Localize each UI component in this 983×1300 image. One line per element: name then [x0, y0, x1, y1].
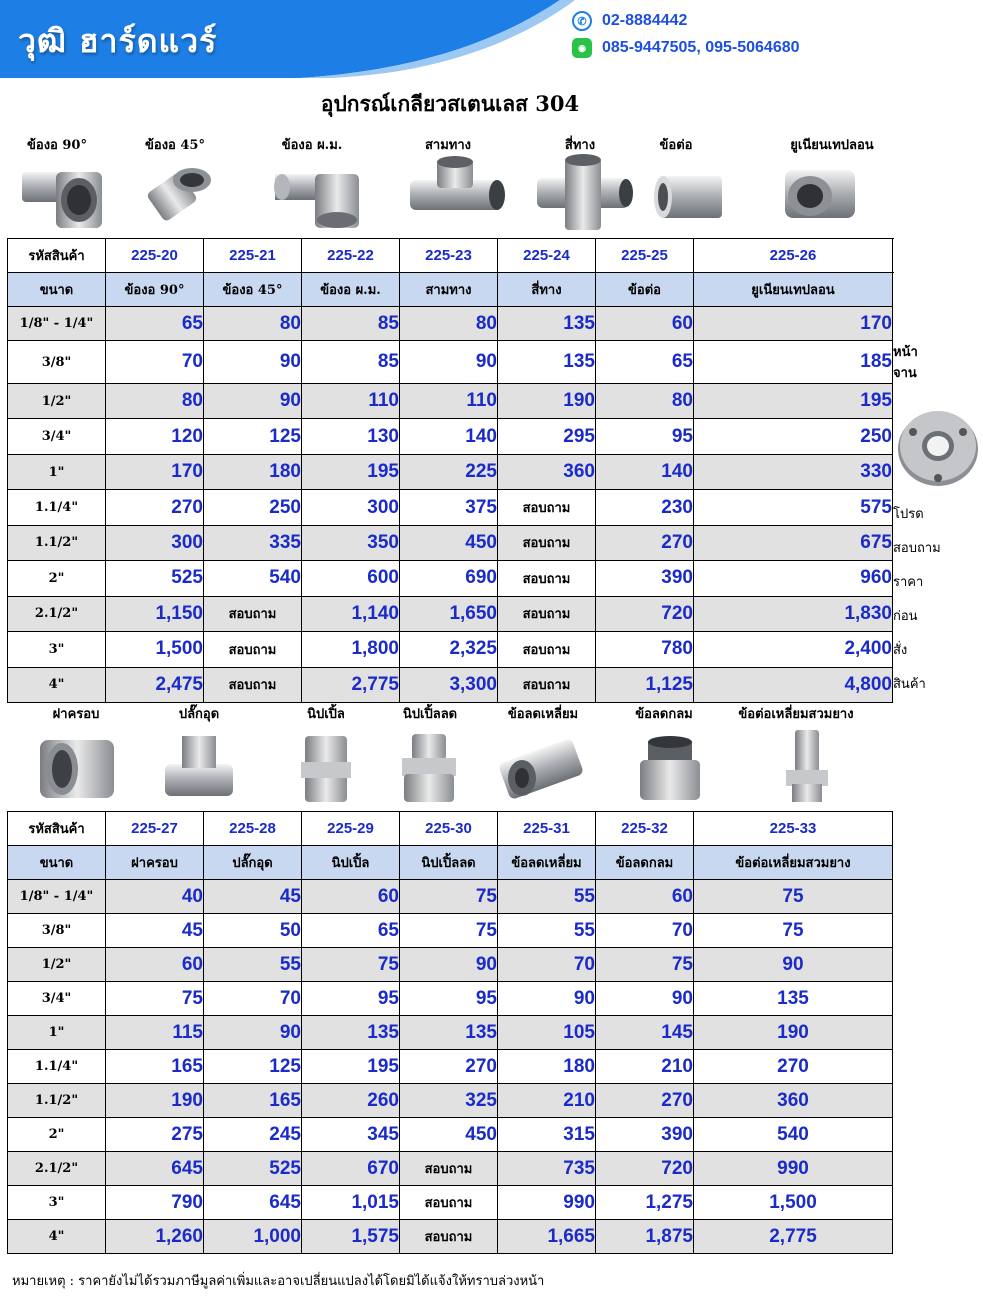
- price-cell: 60: [302, 880, 400, 914]
- footnote: หมายเหตุ : ราคายังไม่ได้รวมภาษีมูลค่าเพิ่มและอาจเปลี่ยนแปลงได้โดยมิได้แจ้งให้ทราบล่วงหน้า: [12, 1274, 545, 1289]
- price-cell: 70: [106, 341, 204, 384]
- size-cell: 1.1/4": [8, 1050, 106, 1084]
- price-cell: 135: [694, 982, 893, 1016]
- price-cell: 275: [106, 1118, 204, 1152]
- product-label: ยูเนียนเทปลอน: [790, 138, 874, 153]
- size-cell: 3/4": [8, 982, 106, 1016]
- reducing-coupling-image: [640, 736, 700, 800]
- price-cell: สอบถาม: [498, 561, 596, 596]
- price-cell: 2,775: [694, 1220, 893, 1254]
- table-row: [8, 596, 893, 631]
- coupling-image: [654, 176, 722, 218]
- price-cell: 210: [596, 1050, 694, 1084]
- price-cell: สอบถาม: [400, 1220, 498, 1254]
- price-cell: 45: [204, 880, 302, 914]
- product-code: 225-25: [596, 239, 694, 273]
- table-row: [8, 880, 893, 914]
- table-row: [8, 525, 893, 560]
- price-cell: 270: [596, 1084, 694, 1118]
- price-cell: 1,015: [302, 1186, 400, 1220]
- price-cell: 110: [400, 384, 498, 419]
- size-cell: 2": [8, 561, 106, 596]
- price-cell: 450: [400, 525, 498, 560]
- size-label: ขนาด: [8, 846, 106, 880]
- product-label: ปลั๊กอุด: [178, 707, 220, 722]
- price-cell: 2,325: [400, 632, 498, 667]
- price-cell: 65: [596, 341, 694, 384]
- table-row: [8, 1152, 893, 1186]
- price-cell: 1,140: [302, 596, 400, 631]
- size-cell: 1/2": [8, 384, 106, 419]
- price-cell: 540: [694, 1118, 893, 1152]
- price-cell: 60: [596, 307, 694, 341]
- product-name: ปลั๊กอุด: [204, 846, 302, 880]
- price-cell: 270: [106, 490, 204, 525]
- price-cell: 90: [498, 982, 596, 1016]
- phone-number: 02-8884442: [602, 12, 688, 29]
- price-cell: 55: [498, 914, 596, 948]
- price-cell: 55: [204, 948, 302, 982]
- street-elbow-image: [274, 174, 359, 228]
- price-cell: 675: [694, 525, 893, 560]
- price-cell: 180: [498, 1050, 596, 1084]
- price-cell: 1,650: [400, 596, 498, 631]
- price-cell: 270: [596, 525, 694, 560]
- price-cell: 350: [302, 525, 400, 560]
- price-cell: 575: [694, 490, 893, 525]
- price-cell: 90: [204, 341, 302, 384]
- elbow-45-image: [146, 168, 211, 222]
- price-cell: 210: [498, 1084, 596, 1118]
- price-cell: 145: [596, 1016, 694, 1050]
- product-code: 225-23: [400, 239, 498, 273]
- size-cell: 1/8" - 1/4": [8, 307, 106, 341]
- size-cell: 1.1/4": [8, 490, 106, 525]
- price-cell: สอบถาม: [204, 596, 302, 631]
- price-cell: 250: [204, 490, 302, 525]
- price-cell: 90: [694, 948, 893, 982]
- price-cell: 195: [302, 454, 400, 489]
- price-cell: 125: [204, 419, 302, 454]
- price-cell: 80: [106, 384, 204, 419]
- price-cell: 90: [596, 982, 694, 1016]
- price-cell: สอบถาม: [204, 632, 302, 667]
- flange-image: [893, 402, 983, 492]
- name-row: [8, 846, 893, 880]
- union-image: [785, 170, 855, 218]
- price-cell: 230: [596, 490, 694, 525]
- size-cell: 1/8" - 1/4": [8, 880, 106, 914]
- product-code: 225-24: [498, 239, 596, 273]
- price-cell: 60: [596, 880, 694, 914]
- size-cell: 1.1/2": [8, 525, 106, 560]
- product-code: 225-30: [400, 812, 498, 846]
- size-cell: 1": [8, 454, 106, 489]
- product-code: 225-32: [596, 812, 694, 846]
- price-cell: 75: [694, 880, 893, 914]
- price-cell: 1,125: [596, 667, 694, 703]
- price-table-2: [7, 811, 893, 1254]
- price-cell: 790: [106, 1186, 204, 1220]
- price-cell: 990: [498, 1186, 596, 1220]
- product-code: 225-29: [302, 812, 400, 846]
- price-cell: สอบถาม: [498, 525, 596, 560]
- product-label: ข้อต่อ: [659, 138, 693, 153]
- price-cell: 135: [498, 307, 596, 341]
- price-cell: 325: [400, 1084, 498, 1118]
- price-cell: 270: [400, 1050, 498, 1084]
- product-name: นิปเปิ้ล: [302, 846, 400, 880]
- price-cell: 645: [106, 1152, 204, 1186]
- product-code: 225-31: [498, 812, 596, 846]
- line-numbers: 085-9447505, 095-5064680: [602, 39, 800, 56]
- price-cell: 360: [498, 454, 596, 489]
- price-cell: 135: [302, 1016, 400, 1050]
- product-name: ข้องอ 90°: [106, 273, 204, 307]
- price-cell: 4,800: [694, 667, 893, 703]
- price-cell: 75: [400, 880, 498, 914]
- table-row: 3/8" 70 90 85 90 135 65 185 หน้าจาน: [8, 341, 893, 384]
- size-cell: 1": [8, 1016, 106, 1050]
- price-cell: 1,575: [302, 1220, 400, 1254]
- price-cell: 190: [694, 1016, 893, 1050]
- price-cell: 85: [302, 341, 400, 384]
- price-cell: 960: [694, 561, 893, 596]
- price-cell: 1,665: [498, 1220, 596, 1254]
- code-row: [8, 239, 893, 273]
- price-cell: 525: [204, 1152, 302, 1186]
- price-cell: 70: [204, 982, 302, 1016]
- size-cell: 2.1/2": [8, 596, 106, 631]
- product-code: 225-28: [204, 812, 302, 846]
- price-cell: 50: [204, 914, 302, 948]
- code-row: [8, 812, 893, 846]
- product-label: สามทาง: [424, 138, 472, 153]
- table-row: [8, 982, 893, 1016]
- price-cell: 115: [106, 1016, 204, 1050]
- price-cell: 1,500: [694, 1186, 893, 1220]
- product-label: ข้อลดเหลี่ยม: [507, 707, 579, 722]
- price-cell: 90: [204, 1016, 302, 1050]
- price-cell: 75: [596, 948, 694, 982]
- size-cell: 3/4": [8, 419, 106, 454]
- price-cell: 390: [596, 561, 694, 596]
- price-cell: 1,150: [106, 596, 204, 631]
- price-cell: สอบถาม: [498, 596, 596, 631]
- table-row: [8, 1084, 893, 1118]
- price-cell: 390: [596, 1118, 694, 1152]
- price-cell: 375: [400, 490, 498, 525]
- price-cell: สอบถาม: [400, 1152, 498, 1186]
- price-cell: 165: [204, 1084, 302, 1118]
- price-cell: 735: [498, 1152, 596, 1186]
- price-cell: 1,875: [596, 1220, 694, 1254]
- price-cell: 670: [302, 1152, 400, 1186]
- table-row: [8, 1186, 893, 1220]
- product-name: ข้องอ ผ.ม.: [302, 273, 400, 307]
- price-cell: 780: [596, 632, 694, 667]
- price-cell: 2,475: [106, 667, 204, 703]
- cross-image: [537, 154, 633, 230]
- table-row: [8, 561, 893, 596]
- price-cell: 90: [400, 341, 498, 384]
- table-row: [8, 1220, 893, 1254]
- product-name: ข้องอ 45°: [204, 273, 302, 307]
- size-cell: 1/2": [8, 948, 106, 982]
- price-cell: 120: [106, 419, 204, 454]
- price-cell: 95: [302, 982, 400, 1016]
- product-name: ฝาครอบ: [106, 846, 204, 880]
- line-app-icon: ◉: [572, 38, 592, 58]
- price-cell: 270: [694, 1050, 893, 1084]
- price-cell: 75: [302, 948, 400, 982]
- price-cell: 195: [302, 1050, 400, 1084]
- price-cell: 3,300: [400, 667, 498, 703]
- size-cell: 2": [8, 1118, 106, 1152]
- price-cell: 990: [694, 1152, 893, 1186]
- price-cell: 690: [400, 561, 498, 596]
- line-contact: [572, 37, 800, 59]
- product-code: 225-20: [106, 239, 204, 273]
- code-label: รหัสสินค้า: [8, 812, 106, 846]
- price-cell: สอบถาม: [498, 632, 596, 667]
- price-cell: 80: [400, 307, 498, 341]
- price-cell: 125: [204, 1050, 302, 1084]
- product-label: ฝาครอบ: [52, 707, 100, 722]
- price-cell: 300: [302, 490, 400, 525]
- price-cell: 335: [204, 525, 302, 560]
- size-cell: 3": [8, 1186, 106, 1220]
- product-name: สี่ทาง: [498, 273, 596, 307]
- table-row: [8, 914, 893, 948]
- price-cell: 40: [106, 880, 204, 914]
- price-cell: 65: [106, 307, 204, 341]
- table-row: [8, 490, 893, 525]
- price-cell: 2,775: [302, 667, 400, 703]
- product-label: นิปเปิ้ล: [307, 707, 345, 722]
- price-cell: 140: [596, 454, 694, 489]
- price-cell: สอบถาม: [498, 667, 596, 703]
- product-name: ข้อลดกลม: [596, 846, 694, 880]
- size-cell: 3": [8, 632, 106, 667]
- size-cell: 4": [8, 667, 106, 703]
- price-cell: 295: [498, 419, 596, 454]
- size-label: ขนาด: [8, 273, 106, 307]
- table-row: [8, 1050, 893, 1084]
- price-cell: 360: [694, 1084, 893, 1118]
- code-label: รหัสสินค้า: [8, 239, 106, 273]
- price-cell: 75: [106, 982, 204, 1016]
- product-code: 225-33: [694, 812, 893, 846]
- header: [0, 0, 900, 78]
- product-name: ข้อลดเหลี่ยม: [498, 846, 596, 880]
- price-cell: 450: [400, 1118, 498, 1152]
- table-row: [8, 1118, 893, 1152]
- price-cell: 600: [302, 561, 400, 596]
- price-cell: 65: [302, 914, 400, 948]
- price-cell: 60: [106, 948, 204, 982]
- price-cell: 2,400: [694, 632, 893, 667]
- elbow-90-image: [22, 172, 102, 228]
- price-cell: 130: [302, 419, 400, 454]
- size-cell: 1.1/2": [8, 1084, 106, 1118]
- table-row: [8, 1016, 893, 1050]
- product-images-row-1: [0, 150, 900, 235]
- product-name: ข้อต่อ: [596, 273, 694, 307]
- cap-image: [40, 740, 114, 798]
- price-cell: 720: [596, 596, 694, 631]
- price-cell: 645: [204, 1186, 302, 1220]
- price-cell: 170: [694, 307, 893, 341]
- table-row: [8, 454, 893, 489]
- price-cell: 140: [400, 419, 498, 454]
- reducing-nipple-image: [402, 734, 456, 802]
- hose-barb-image: [786, 730, 828, 802]
- size-cell: 3/8": [8, 341, 106, 384]
- price-cell: 85: [302, 307, 400, 341]
- price-cell: 95: [596, 419, 694, 454]
- price-cell: 90: [204, 384, 302, 419]
- size-cell: 4": [8, 1220, 106, 1254]
- product-label: นิปเปิ้ลลด: [402, 707, 458, 722]
- price-cell: 75: [694, 914, 893, 948]
- price-cell: 110: [302, 384, 400, 419]
- table-row: 1/2" 80 90 110 110 190 80 195 โปรด สอบถาม ราคาก่อน สั่งสินค้า: [8, 384, 893, 419]
- size-cell: 2.1/2": [8, 1152, 106, 1186]
- tee-image: [410, 156, 505, 210]
- price-cell: 95: [400, 982, 498, 1016]
- price-cell: 75: [400, 914, 498, 948]
- price-cell: 250: [694, 419, 893, 454]
- table-row: [8, 948, 893, 982]
- nipple-image: [301, 736, 351, 802]
- price-cell: 260: [302, 1084, 400, 1118]
- price-cell: 80: [204, 307, 302, 341]
- table-row: [8, 419, 893, 454]
- product-images-row-2: [0, 722, 900, 807]
- name-row: [8, 273, 893, 307]
- product-code: 225-27: [106, 812, 204, 846]
- product-name: ยูเนียนเทปลอน: [694, 273, 893, 307]
- price-cell: 1,800: [302, 632, 400, 667]
- price-cell: 135: [498, 341, 596, 384]
- price-cell: 190: [498, 384, 596, 419]
- product-name: สามทาง: [400, 273, 498, 307]
- price-cell: 345: [302, 1118, 400, 1152]
- table-row: [8, 667, 893, 703]
- size-cell: 3/8": [8, 914, 106, 948]
- price-cell: 245: [204, 1118, 302, 1152]
- price-cell: 1,830: [694, 596, 893, 631]
- phone-contact: [572, 10, 687, 32]
- hex-bushing-image: [498, 738, 584, 800]
- price-cell: 300: [106, 525, 204, 560]
- product-label: ข้อต่อเหลี่ยมสวมยาง: [738, 707, 854, 722]
- price-cell: สอบถาม: [204, 667, 302, 703]
- product-label: ข้องอ ผ.ม.: [281, 138, 343, 153]
- price-cell: 165: [106, 1050, 204, 1084]
- price-cell: 330: [694, 454, 893, 489]
- price-cell: 135: [400, 1016, 498, 1050]
- price-cell: 720: [596, 1152, 694, 1186]
- price-cell: 190: [106, 1084, 204, 1118]
- product-name: นิปเปิ้ลลด: [400, 846, 498, 880]
- price-cell: สอบถาม: [498, 490, 596, 525]
- price-cell: 315: [498, 1118, 596, 1152]
- table-row: [8, 632, 893, 667]
- product-label: ข้อลดกลม: [635, 707, 693, 722]
- price-cell: สอบถาม: [400, 1186, 498, 1220]
- price-cell: 225: [400, 454, 498, 489]
- price-cell: 80: [596, 384, 694, 419]
- product-code: 225-21: [204, 239, 302, 273]
- price-cell: 1,000: [204, 1220, 302, 1254]
- price-cell: 540: [204, 561, 302, 596]
- price-cell: 1,260: [106, 1220, 204, 1254]
- page-title: อุปกรณ์เกลียวสเตนเลส 304: [320, 91, 580, 116]
- price-cell: 170: [106, 454, 204, 489]
- price-cell: 185: [694, 341, 893, 384]
- price-cell: 180: [204, 454, 302, 489]
- price-table-1: [7, 238, 941, 703]
- product-label: ข้องอ 45°: [145, 138, 205, 153]
- product-label: สี่ทาง: [564, 138, 596, 153]
- phone-icon: ✆: [572, 11, 592, 31]
- price-cell: 525: [106, 561, 204, 596]
- price-cell: 195: [694, 384, 893, 419]
- product-code: 225-22: [302, 239, 400, 273]
- price-cell: 70: [596, 914, 694, 948]
- price-cell: 55: [498, 880, 596, 914]
- product-name: ข้อต่อเหลี่ยมสวมยาง: [694, 846, 893, 880]
- price-cell: 70: [498, 948, 596, 982]
- price-cell: 105: [498, 1016, 596, 1050]
- price-cell: 1,500: [106, 632, 204, 667]
- price-cell: 90: [400, 948, 498, 982]
- product-code: 225-26: [694, 239, 893, 273]
- product-label: ข้องอ 90°: [27, 138, 87, 153]
- brand-name: วุฒิ ฮาร์ดแวร์: [18, 22, 218, 60]
- price-cell: 45: [106, 914, 204, 948]
- price-cell: 1,275: [596, 1186, 694, 1220]
- plug-image: [165, 736, 233, 796]
- table-row: [8, 307, 893, 341]
